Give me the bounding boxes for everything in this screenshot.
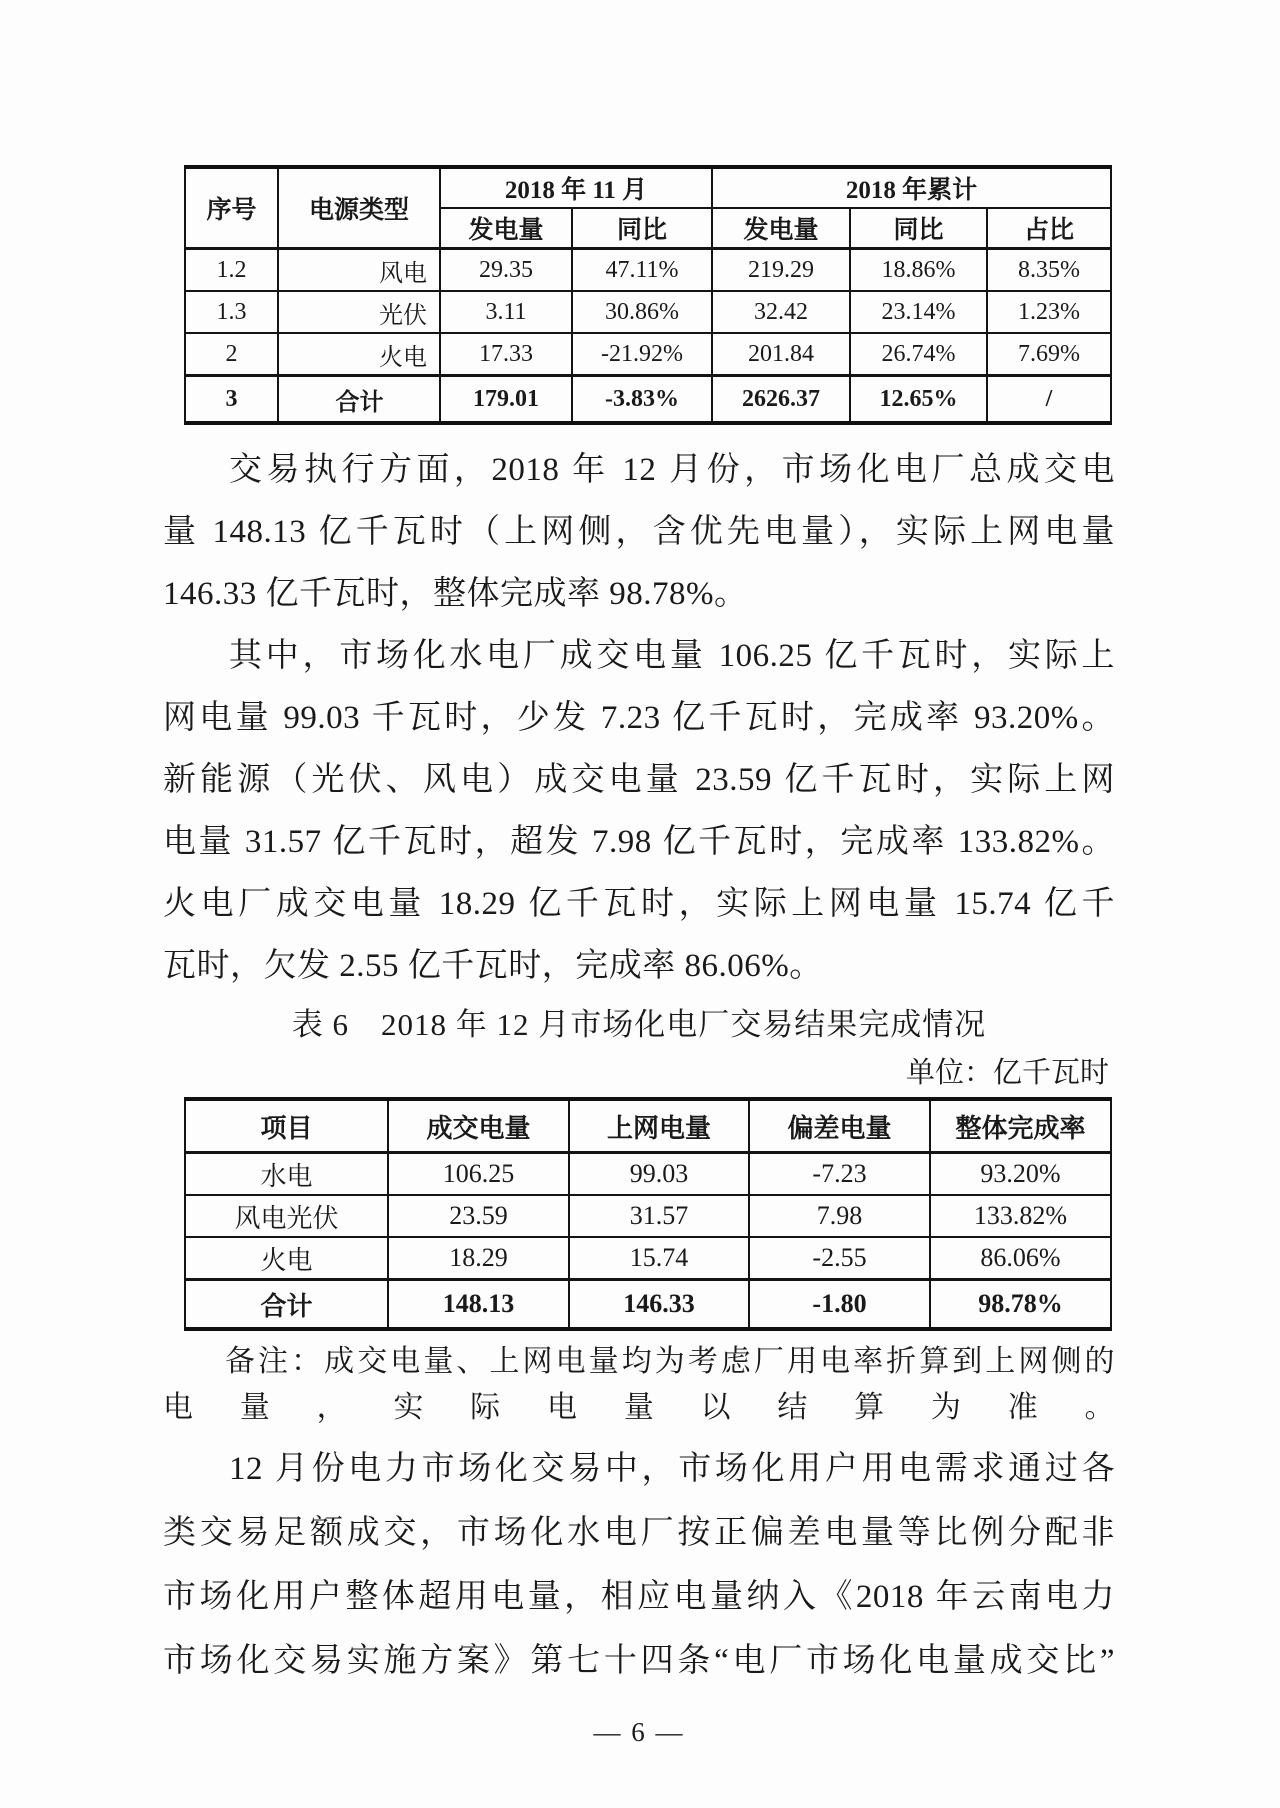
page-number: — 6 —	[593, 1717, 685, 1747]
body-line: 电量 31.57 亿千瓦时，超发 7.98 亿千瓦时，完成率 133.82%。	[163, 824, 1115, 860]
body-line: 新能源（光伏、风电）成交电量 23.59 亿千瓦时，实际上网	[163, 762, 1115, 798]
table-cell: /	[987, 376, 1111, 424]
table-cell: 146.33	[569, 1280, 749, 1330]
table-cell: 7.98	[749, 1195, 930, 1237]
table-row-thermal	[185, 333, 1111, 376]
column-header-generation-cum: 发电量	[712, 208, 850, 249]
table-cell: 合计	[185, 1280, 388, 1330]
table-cell: 1.3	[185, 291, 278, 333]
body-line: 瓦时，欠发 2.55 亿千瓦时，完成率 86.06%。	[163, 948, 823, 984]
body-line: 量 148.13 亿千瓦时（上网侧，含优先电量），实际上网电量	[163, 514, 1115, 550]
table-cell: 15.74	[569, 1237, 749, 1280]
table-row-hydro	[185, 1153, 1111, 1196]
column-header-deal-volume: 成交电量	[388, 1099, 569, 1153]
table-cell: 23.59	[388, 1195, 569, 1237]
table-row-solar	[185, 291, 1111, 333]
table-cell: 47.11%	[572, 249, 712, 292]
table-cell: 219.29	[712, 249, 850, 292]
column-header-deviation-volume: 偏差电量	[749, 1099, 930, 1153]
table-cell: 26.74%	[850, 333, 987, 376]
table-cell: 93.20%	[930, 1153, 1111, 1196]
body-line: 网电量 99.03 千瓦时，少发 7.23 亿千瓦时，完成率 93.20%。	[163, 700, 1115, 736]
table-cell: 18.29	[388, 1237, 569, 1280]
table-cell: 火电	[185, 1237, 388, 1280]
table-cell: 7.69%	[987, 333, 1111, 376]
table-header-row	[185, 1099, 1111, 1153]
table-cell: 148.13	[388, 1280, 569, 1330]
table-cell: 133.82%	[930, 1195, 1111, 1237]
table-cell: 17.33	[440, 333, 572, 376]
column-header-seq: 序号	[185, 167, 278, 249]
body-line: 类交易足额成交，市场化水电厂按正偏差电量等比例分配非	[163, 1515, 1115, 1551]
note-line: 电量，实际电量以结算为准。	[163, 1391, 1115, 1424]
table-cell: 31.57	[569, 1195, 749, 1237]
body-line: 146.33 亿千瓦时，整体完成率 98.78%。	[163, 576, 748, 612]
table-cell: 29.35	[440, 249, 572, 292]
table-cell: -7.23	[749, 1153, 930, 1196]
table-row-wind-solar	[185, 1195, 1111, 1237]
column-header-yoy: 同比	[572, 208, 712, 249]
table-cell: -2.55	[749, 1237, 930, 1280]
table-cell: 98.78%	[930, 1280, 1111, 1330]
column-group-month: 2018 年 11 月	[440, 167, 712, 208]
table6-note	[163, 1339, 1115, 1431]
paragraph-detail	[163, 625, 1115, 997]
table-cell: 12.65%	[850, 376, 987, 424]
table-cell: 2	[185, 333, 278, 376]
table-cell: 201.84	[712, 333, 850, 376]
table-cell: 风电	[278, 249, 440, 292]
table-cell: 合计	[278, 376, 440, 424]
table-cell: 18.86%	[850, 249, 987, 292]
trade-completion-table	[184, 1097, 1112, 1331]
table-row-wind	[185, 249, 1111, 292]
table-cell: 86.06%	[930, 1237, 1111, 1280]
column-header-source-type: 电源类型	[278, 167, 440, 249]
column-header-yoy-cum: 同比	[850, 208, 987, 249]
table-cell: 光伏	[278, 291, 440, 333]
table-cell: 2626.37	[712, 376, 850, 424]
table-header-row	[185, 167, 1111, 208]
paragraph-trade-execution	[163, 439, 1115, 625]
column-header-share: 占比	[987, 208, 1111, 249]
table-cell: -21.92%	[572, 333, 712, 376]
column-group-cumulative: 2018 年累计	[712, 167, 1111, 208]
column-header-item: 项目	[185, 1099, 388, 1153]
table-cell: 3.11	[440, 291, 572, 333]
table-cell: 99.03	[569, 1153, 749, 1196]
body-line: 火电厂成交电量 18.29 亿千瓦时，实际上网电量 15.74 亿千	[163, 886, 1115, 922]
table-cell: 1.23%	[987, 291, 1111, 333]
table-cell: 3	[185, 376, 278, 424]
table-row-thermal	[185, 1237, 1111, 1280]
column-header-completion-rate: 整体完成率	[930, 1099, 1111, 1153]
table-row-total	[185, 376, 1111, 424]
table-cell: 风电光伏	[185, 1195, 388, 1237]
table-cell: 8.35%	[987, 249, 1111, 292]
table-row-total	[185, 1280, 1111, 1330]
body-line: 交易执行方面，2018 年 12 月份，市场化电厂总成交电	[229, 452, 1115, 488]
table-cell: 火电	[278, 333, 440, 376]
table-cell: -1.80	[749, 1280, 930, 1330]
body-line: 市场化交易实施方案》第七十四条“电厂市场化电量成交比”	[163, 1643, 1115, 1679]
table6-caption: 表 6 2018 年 12 月市场化电厂交易结果完成情况	[291, 1007, 987, 1042]
body-line: 市场化用户整体超用电量，相应电量纳入《2018 年云南电力	[163, 1579, 1115, 1615]
table-cell: 30.86%	[572, 291, 712, 333]
column-header-generation: 发电量	[440, 208, 572, 249]
power-generation-table	[184, 165, 1112, 425]
body-line: 12 月份电力市场化交易中，市场化用户用电需求通过各	[229, 1451, 1115, 1487]
table-cell: 106.25	[388, 1153, 569, 1196]
table-cell: 32.42	[712, 291, 850, 333]
body-line: 其中，市场化水电厂成交电量 106.25 亿千瓦时，实际上	[229, 638, 1115, 674]
table-cell: -3.83%	[572, 376, 712, 424]
table-cell: 水电	[185, 1153, 388, 1196]
table6-unit-label: 单位：亿千瓦时	[905, 1057, 1109, 1089]
table-cell: 179.01	[440, 376, 572, 424]
column-header-ongrid-volume: 上网电量	[569, 1099, 749, 1153]
table-cell: 23.14%	[850, 291, 987, 333]
paragraph-settlement	[163, 1437, 1115, 1693]
table-cell: 1.2	[185, 249, 278, 292]
note-line: 备注：成交电量、上网电量均为考虑厂用电率折算到上网侧的	[225, 1345, 1115, 1378]
